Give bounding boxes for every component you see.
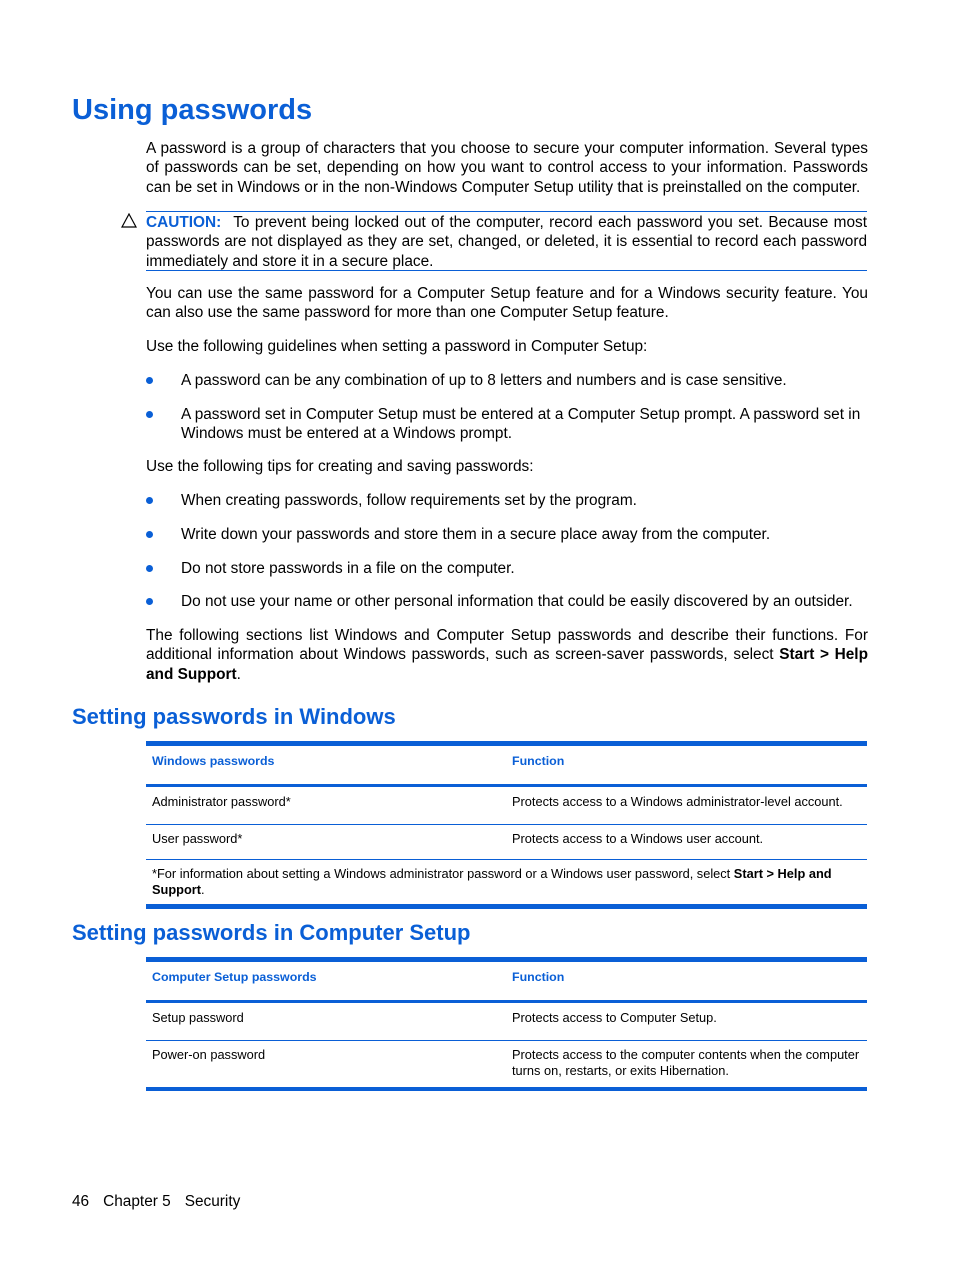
page-title: Using passwords [72, 94, 313, 126]
table-header-row [146, 960, 867, 1002]
bullet-icon [146, 565, 153, 572]
table-row: Setup password Protects access to Computer Setup. [146, 1002, 867, 1041]
column-header: Computer Setup passwords [152, 970, 317, 984]
setup-section-heading: Setting passwords in Computer Setup [72, 920, 471, 945]
windows-section-heading: Setting passwords in Windows [72, 704, 396, 729]
column-header: Function [512, 754, 565, 768]
windows-passwords-table [146, 741, 867, 909]
bullet-icon [146, 411, 153, 418]
caution-label: CAUTION: [146, 214, 222, 231]
table-row: User password* Protects access to a Windows user account. [146, 825, 867, 860]
guidelines-intro: Use the following guidelines when setting a password in Computer Setup: [146, 338, 648, 355]
table-row: Administrator password* Protects access to a Windows administrator-level account. [146, 786, 867, 825]
bullet-icon [146, 497, 153, 504]
setup-passwords-table [146, 957, 867, 1091]
chapter-title: Security [184, 1193, 241, 1210]
caution-text: To prevent being locked out of the computer, record each password you set. Because most passwords are not displayed as they are set, changed, or deleted, it is essential to record each password immediately and store it in a secure place. [146, 214, 867, 270]
guideline-item: A password set in Computer Setup must be entered at a Computer Setup prompt. A password set in Windows must be entered at a Windows prompt. [181, 406, 861, 443]
bullet-icon [146, 531, 153, 538]
table-row: Power-on password Protects access to the computer contents when the computer turns on, restarts, or exits Hibernation. [146, 1041, 867, 1090]
table-header-row [146, 744, 867, 786]
bullet-icon [146, 377, 153, 384]
caution-box [146, 211, 867, 271]
chapter-label: Chapter 5 [103, 1193, 171, 1210]
tips-intro: Use the following tips for creating and saving passwords: [146, 458, 534, 475]
tip-item: Write down your passwords and store them in a secure place away from the computer. [181, 526, 771, 543]
intro-paragraph: A password is a group of characters that you choose to secure your computer information. Several types of passwords can be set, depending on how you want to control access to your information. Passwords can be set in Windows or in the non-Windows Computer Setup utility that is preinstalled on the computer. [146, 140, 868, 196]
tip-item: Do not store passwords in a file on the computer. [181, 560, 515, 577]
tip-item: When creating passwords, follow requirements set by the program. [181, 492, 637, 509]
guideline-item: A password can be any combination of up to 8 letters and numbers and is case sensitive. [181, 372, 787, 389]
sections-paragraph: The following sections list Windows and Computer Setup passwords and describe their functions. For additional information about Windows passwords, such as screen-saver passwords, select Start > Help and Support. [146, 627, 868, 683]
tip-item: Do not use your name or other personal information that could be easily discovered by an outsider. [181, 593, 853, 610]
same-password-paragraph: You can use the same password for a Computer Setup feature and for a Windows security feature. You can also use the same password for more than one Computer Setup feature. [146, 285, 868, 322]
page-number: 46 [72, 1193, 90, 1210]
table-footnote: *For information about setting a Windows administrator password or a Windows user password, select Start > Help and Support. [152, 866, 832, 897]
column-header: Windows passwords [152, 754, 275, 768]
table-note-row [146, 860, 867, 907]
column-header: Function [512, 970, 565, 984]
page-footer [72, 1192, 254, 1212]
bullet-icon [146, 598, 153, 605]
caution-icon [121, 213, 137, 228]
